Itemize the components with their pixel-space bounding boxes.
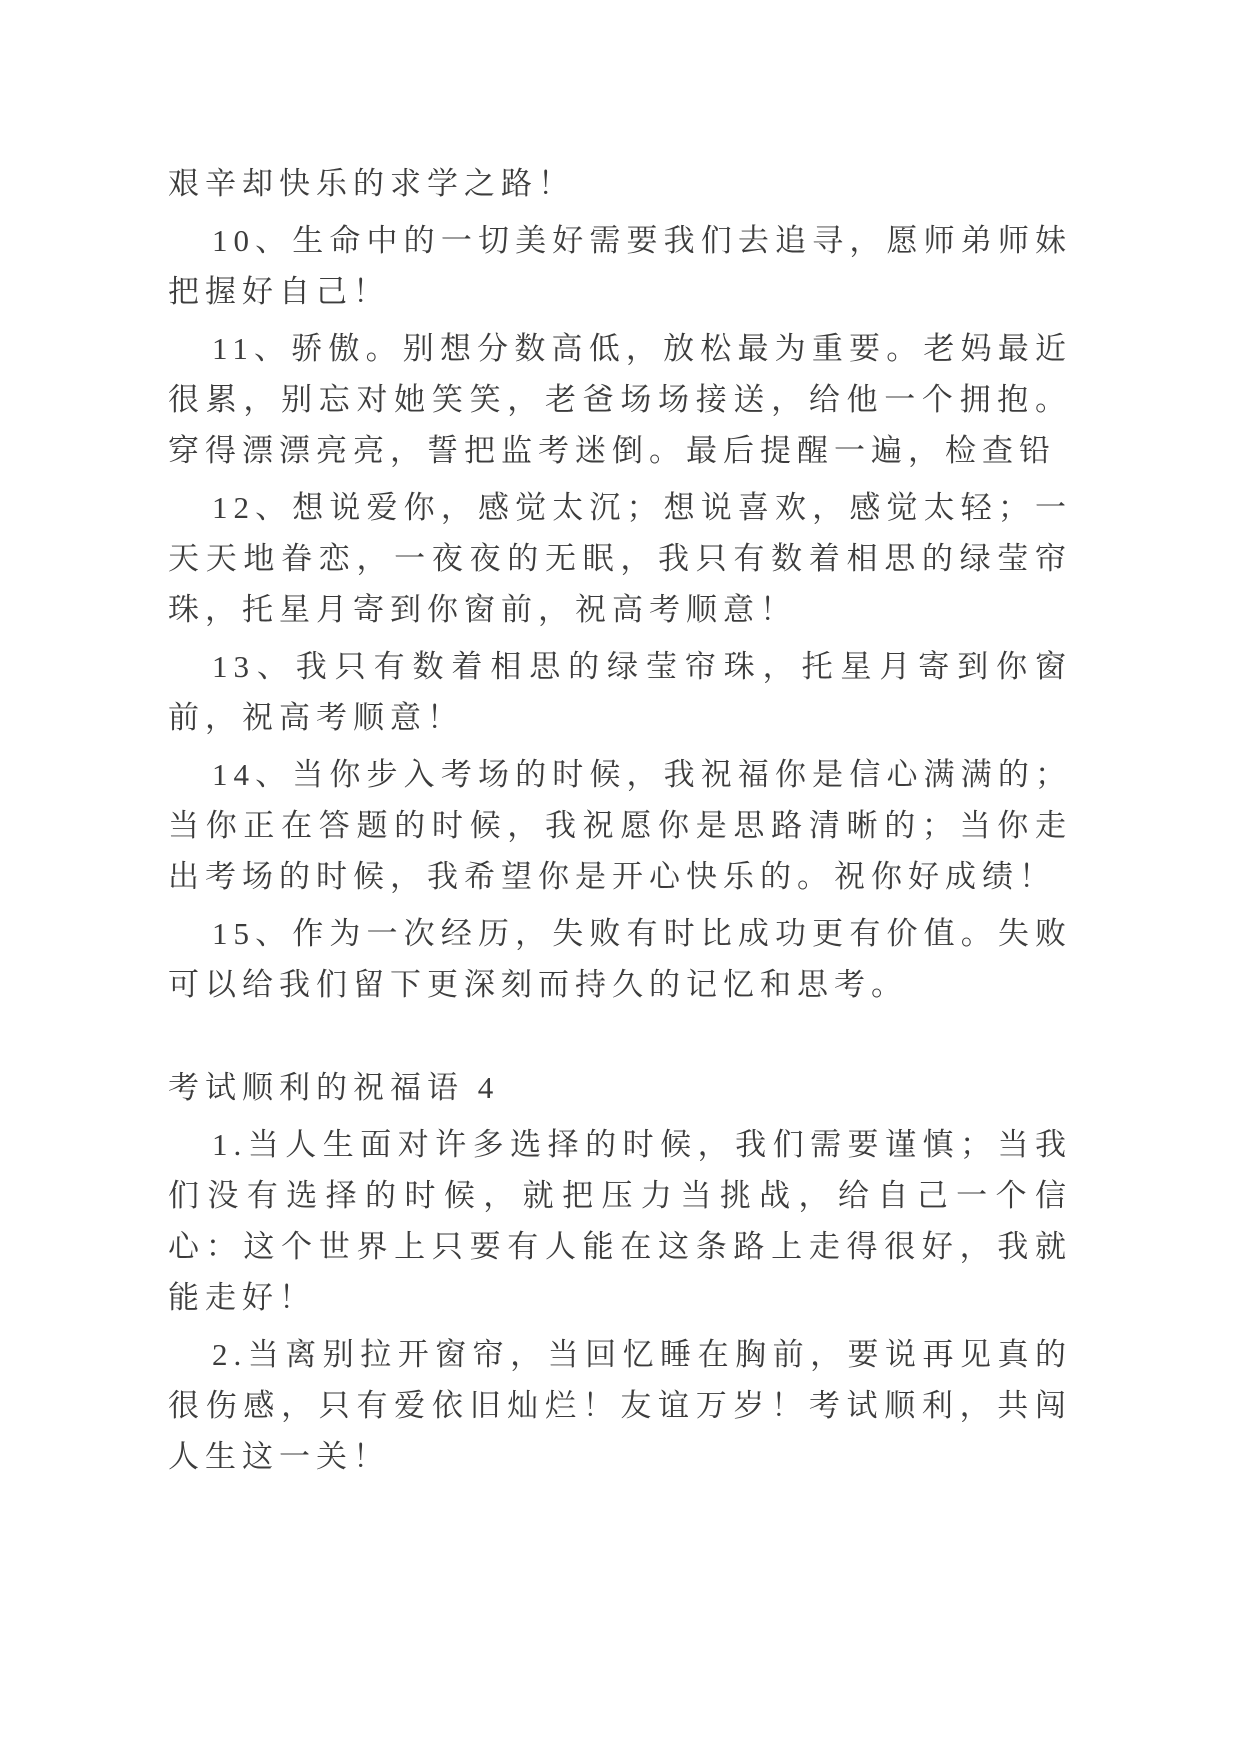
- document-body: [168, 158, 1072, 1488]
- blessing-item-15: 15、作为一次经历，失败有时比成功更有价值。失败可以给我们留下更深刻而持久的记忆和思考。: [168, 916, 1072, 1002]
- blessing-item-14: 14、当你步入考场的时候，我祝福你是信心满满的；当你正在答题的时候，我祝愿你是思路清晰的；当你走出考场的时候，我希望你是开心快乐的。祝你好成绩！: [168, 757, 1072, 894]
- blessing-item-11: 11、骄傲。别想分数高低，放松最为重要。老妈最近很累，别忘对她笑笑，老爸场场接送，给他一个拥抱。穿得漂漂亮亮，誓把监考迷倒。最后提醒一遍，检查铅: [168, 331, 1072, 468]
- blessing-item-12: 12、想说爱你，感觉太沉；想说喜欢，感觉太轻；一天天地眷恋，一夜夜的无眠，我只有数着相思的绿莹帘珠，托星月寄到你窗前，祝高考顺意！: [168, 490, 1072, 627]
- blessing-item-2: 2.当离别拉开窗帘，当回忆睡在胸前，要说再见真的很伤感，只有爱依旧灿烂！友谊万岁！考试顺利，共闯人生这一关！: [168, 1337, 1072, 1474]
- blessing-item-10: 10、生命中的一切美好需要我们去追寻，愿师弟师妹把握好自己！: [168, 223, 1072, 309]
- section-heading: 考试顺利的祝福语 4: [168, 1070, 500, 1105]
- blessing-item-13: 13、我只有数着相思的绿莹帘珠，托星月寄到你窗前，祝高考顺意！: [168, 649, 1072, 735]
- paragraph-continuation: 艰辛却快乐的求学之路！: [168, 166, 575, 201]
- blessing-item-1: 1.当人生面对许多选择的时候，我们需要谨慎；当我们没有选择的时候，就把压力当挑战，给自己一个信心：这个世界上只要有人能在这条路上走得很好，我就能走好！: [168, 1127, 1072, 1315]
